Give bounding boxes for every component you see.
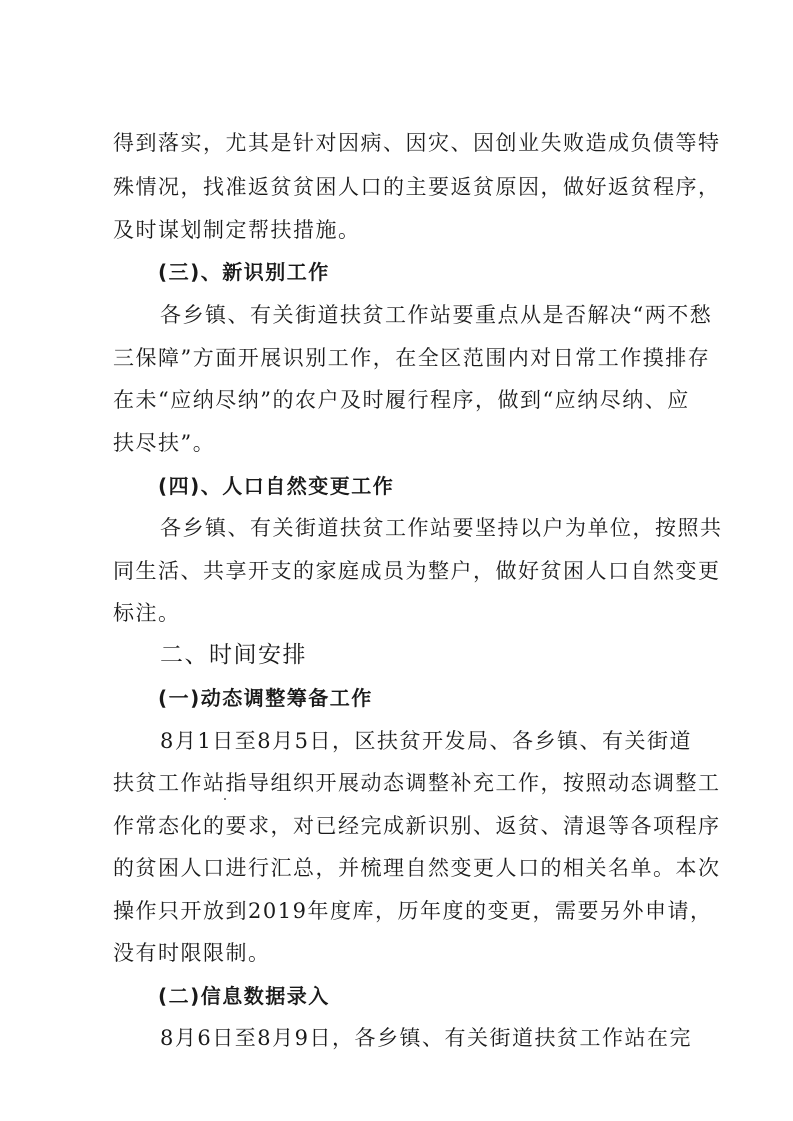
section-heading-3: (三)、新识别工作 xyxy=(158,260,330,284)
scan-speck xyxy=(224,798,226,800)
paragraph-line: 得到落实，尤其是针对因病、因灾、因创业失败造成负债等特 xyxy=(113,131,721,155)
paragraph-line: 作常态化的要求，对已经完成新识别、返贫、清退等各项程序 xyxy=(113,814,721,838)
paragraph-line: 标注。 xyxy=(113,601,181,625)
paragraph-line: 及时谋划制定帮扶措施。 xyxy=(113,218,361,242)
paragraph-line: 扶尽扶”。 xyxy=(113,431,216,455)
section-heading-2: (二)信息数据录入 xyxy=(158,984,330,1008)
section-heading-4: (四)、人口自然变更工作 xyxy=(158,474,395,498)
paragraph-line: 8月6日至8月9日，各乡镇、有关街道扶贫工作站在完 xyxy=(160,1026,692,1050)
paragraph-line: 在未“应纳尽纳”的农户及时履行程序，做到“应纳尽纳、应 xyxy=(113,388,690,412)
paragraph-line: 扶贫工作站指导组织开展动态调整补充工作，按照动态调整工 xyxy=(113,771,721,795)
chapter-heading-2: 二、时间安排 xyxy=(160,642,307,668)
section-heading-1: (一)动态调整筹备工作 xyxy=(158,686,373,710)
paragraph-line: 操作只开放到2019年度库，历年度的变更，需要另外申请， xyxy=(113,899,713,923)
paragraph-line: 各乡镇、有关街道扶贫工作站要坚持以户为单位，按照共 xyxy=(160,516,723,540)
paragraph-line: 的贫困人口进行汇总，并梳理自然变更人口的相关名单。本次 xyxy=(113,856,721,880)
paragraph-line: 各乡镇、有关街道扶贫工作站要重点从是否解决“两不愁 xyxy=(160,303,713,327)
paragraph-line: 同生活、共享开支的家庭成员为整户，做好贫困人口自然变更 xyxy=(113,559,721,583)
paragraph-line: 8月1日至8月5日，区扶贫开发局、各乡镇、有关街道 xyxy=(160,729,692,753)
paragraph-line: 没有时限限制。 xyxy=(113,941,271,965)
paragraph-line: 三保障”方面开展识别工作，在全区范围内对日常工作摸排存 xyxy=(113,346,711,370)
paragraph-line: 殊情况，找准返贫贫困人口的主要返贫原因，做好返贫程序， xyxy=(113,175,721,199)
